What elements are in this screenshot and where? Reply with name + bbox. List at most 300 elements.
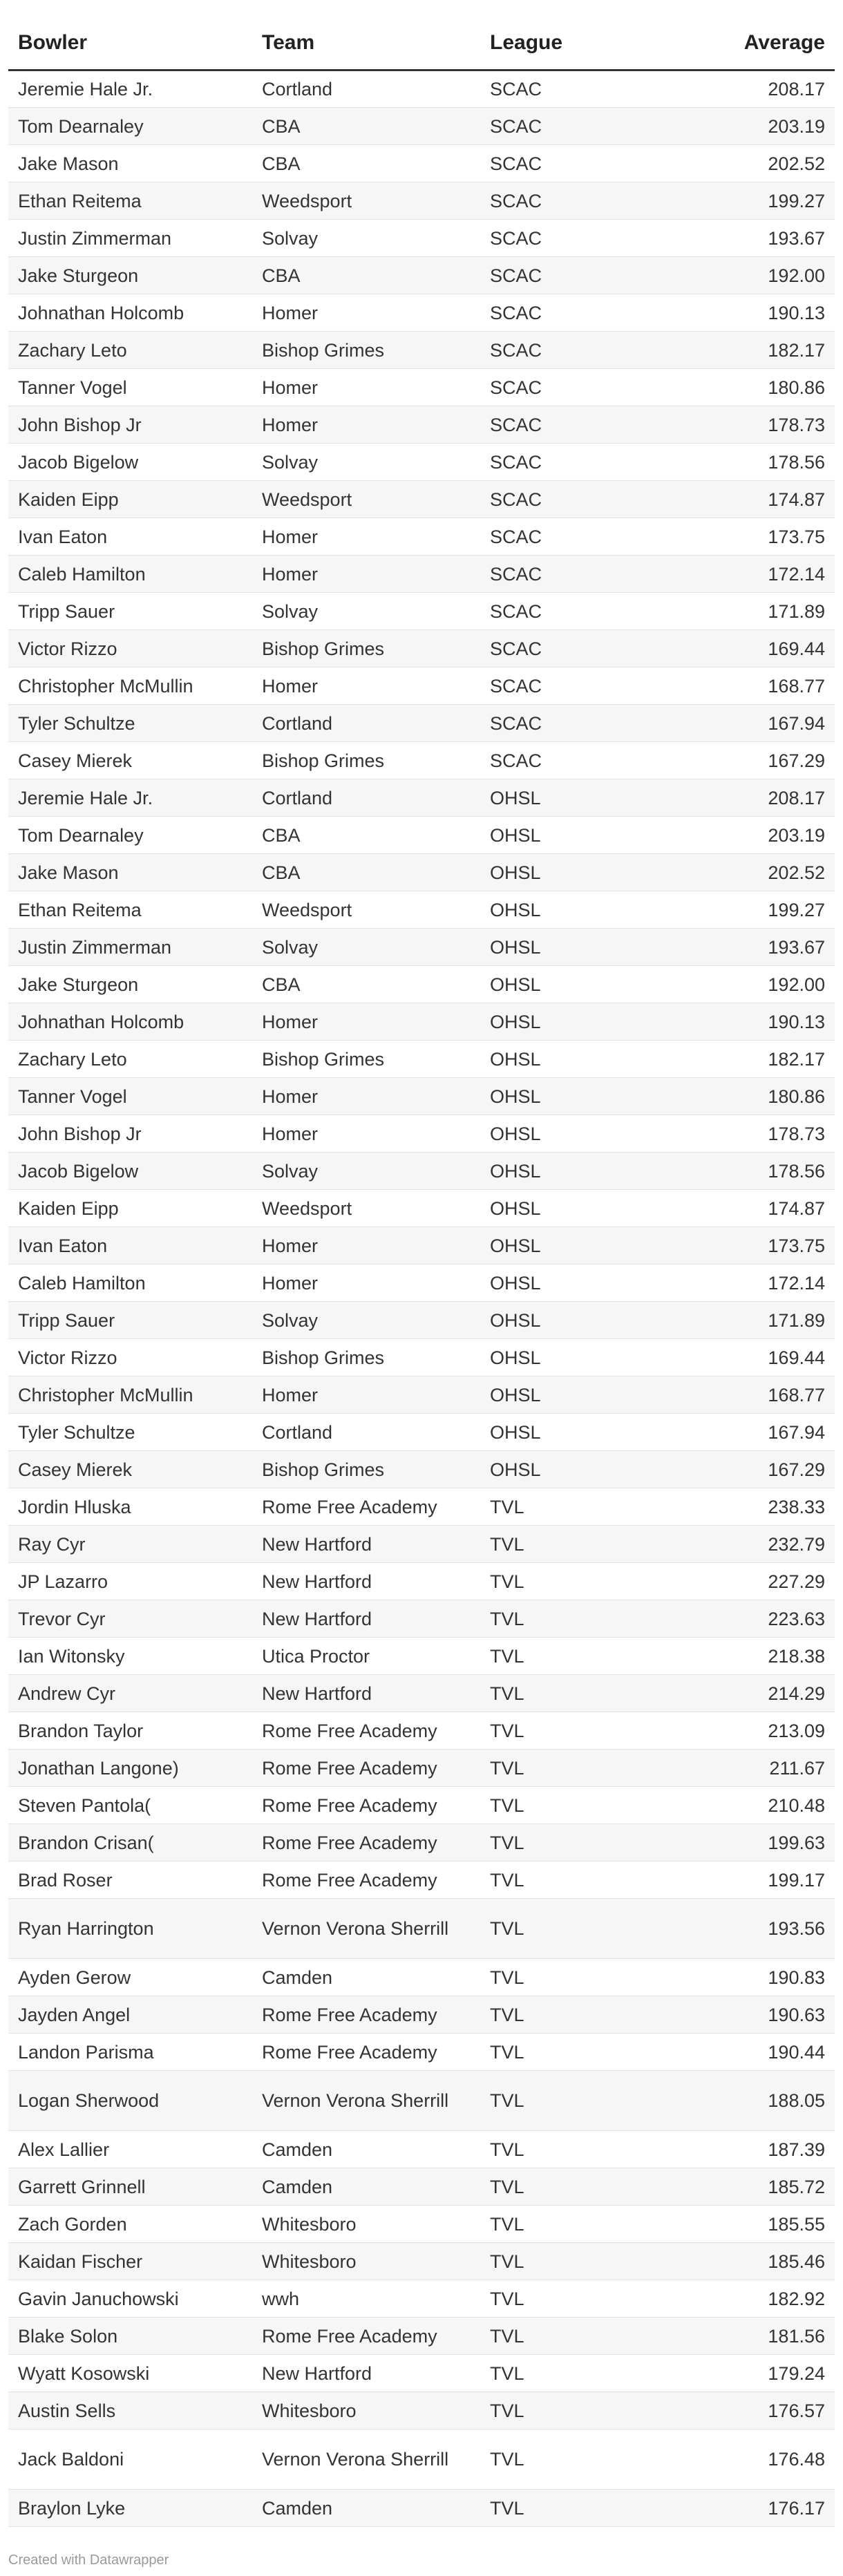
team-cell: Weedsport [252,891,480,929]
average-cell: 174.87 [697,1190,835,1227]
team-cell: Rome Free Academy [252,1787,480,1824]
bowler-cell: Blake Solon [8,2318,252,2355]
table-row [8,294,835,332]
average-cell: 238.33 [697,1488,835,1526]
bowler-cell: Trevor Cyr [8,1600,252,1638]
bowler-cell: Austin Sells [8,2392,252,2430]
column-header-league[interactable]: League [480,17,697,70]
table-row [8,817,835,854]
team-cell: Camden [252,1959,480,1996]
bowler-cell: Jordin Hluska [8,1488,252,1526]
average-cell: 190.63 [697,1996,835,2034]
average-cell: 167.29 [697,1451,835,1488]
team-cell: Cortland [252,779,480,817]
bowler-cell: Garrett Grinnell [8,2168,252,2206]
bowler-cell: Justin Zimmerman [8,929,252,966]
team-cell: CBA [252,966,480,1003]
average-cell: 213.09 [697,1712,835,1750]
team-cell: Homer [252,1227,480,1265]
league-cell: SCAC [480,406,697,444]
bowler-cell: Johnathan Holcomb [8,294,252,332]
team-cell: Homer [252,1078,480,1115]
bowler-cell: Zachary Leto [8,332,252,369]
bowler-cell: Casey Mierek [8,1451,252,1488]
team-cell: Homer [252,667,480,705]
average-cell: 193.67 [697,220,835,257]
league-cell: SCAC [480,556,697,593]
table-row [8,929,835,966]
team-cell: Homer [252,1003,480,1041]
average-cell: 173.75 [697,1227,835,1265]
team-cell: Weedsport [252,1190,480,1227]
league-cell: TVL [480,1712,697,1750]
league-cell: OHSL [480,1265,697,1302]
team-cell: Solvay [252,220,480,257]
team-cell: Vernon Verona Sherrill [252,2071,480,2131]
bowler-cell: Brandon Taylor [8,1712,252,1750]
league-cell: TVL [480,1824,697,1862]
bowler-cell: Ayden Gerow [8,1959,252,1996]
average-cell: 185.72 [697,2168,835,2206]
table-row [8,1787,835,1824]
table-row [8,2318,835,2355]
bowler-cell: Steven Pantola( [8,1787,252,1824]
bowler-cell: Zach Gorden [8,2206,252,2243]
average-cell: 203.19 [697,108,835,145]
table-row [8,1339,835,1376]
bowler-cell: Jeremie Hale Jr. [8,70,252,108]
team-cell: Whitesboro [252,2243,480,2280]
team-cell: Camden [252,2490,480,2527]
league-cell: OHSL [480,1339,697,1376]
bowler-cell: John Bishop Jr [8,406,252,444]
average-cell: 182.92 [697,2280,835,2318]
team-cell: Rome Free Academy [252,1488,480,1526]
team-cell: New Hartford [252,1675,480,1712]
table-row [8,1638,835,1675]
bowler-cell: Christopher McMullin [8,667,252,705]
average-cell: 167.94 [697,705,835,742]
bowler-cell: Alex Lallier [8,2131,252,2168]
table-row [8,742,835,779]
table-row [8,2430,835,2490]
team-cell: Vernon Verona Sherrill [252,1899,480,1959]
league-cell: TVL [480,1638,697,1675]
team-cell: Homer [252,406,480,444]
bowler-cell: Jacob Bigelow [8,444,252,481]
table-row [8,1675,835,1712]
table-row [8,1563,835,1600]
average-cell: 168.77 [697,1376,835,1414]
bowler-cell: Ray Cyr [8,1526,252,1563]
average-cell: 227.29 [697,1563,835,1600]
league-cell: TVL [480,1862,697,1899]
league-cell: SCAC [480,70,697,108]
team-cell: Solvay [252,1153,480,1190]
average-cell: 182.17 [697,1041,835,1078]
bowler-cell: Tom Dearnaley [8,817,252,854]
team-cell: Whitesboro [252,2206,480,2243]
header-row [8,17,835,70]
bowler-cell: Casey Mierek [8,742,252,779]
table-row [8,1414,835,1451]
league-cell: TVL [480,2355,697,2392]
table-row [8,257,835,294]
league-cell: SCAC [480,705,697,742]
table-row [8,1451,835,1488]
league-cell: TVL [480,1488,697,1526]
league-cell: TVL [480,1899,697,1959]
team-cell: CBA [252,145,480,182]
bowler-cell: Caleb Hamilton [8,1265,252,1302]
bowler-cell: Jacob Bigelow [8,1153,252,1190]
average-cell: 232.79 [697,1526,835,1563]
average-cell: 193.56 [697,1899,835,1959]
table-row [8,891,835,929]
table-row [8,518,835,556]
league-cell: SCAC [480,630,697,667]
bowler-cell: Ian Witonsky [8,1638,252,1675]
bowler-cell: Tom Dearnaley [8,108,252,145]
bowler-cell: Braylon Lyke [8,2490,252,2527]
table-row [8,1115,835,1153]
league-cell: TVL [480,2490,697,2527]
league-cell: TVL [480,2071,697,2131]
table-row [8,2034,835,2071]
column-header-average[interactable]: Average [697,17,835,70]
league-cell: TVL [480,2131,697,2168]
team-cell: Rome Free Academy [252,2034,480,2071]
average-cell: 190.83 [697,1959,835,1996]
table-row [8,1862,835,1899]
bowler-cell: Jeremie Hale Jr. [8,779,252,817]
team-cell: Solvay [252,593,480,630]
average-cell: 169.44 [697,630,835,667]
average-cell: 176.17 [697,2490,835,2527]
average-cell: 167.29 [697,742,835,779]
table-row [8,2206,835,2243]
bowler-cell: Jack Baldoni [8,2430,252,2490]
league-cell: TVL [480,1675,697,1712]
average-cell: 171.89 [697,1302,835,1339]
average-cell: 176.57 [697,2392,835,2430]
team-cell: Rome Free Academy [252,1750,480,1787]
average-cell: 178.73 [697,406,835,444]
average-cell: 171.89 [697,593,835,630]
league-cell: SCAC [480,108,697,145]
average-cell: 176.48 [697,2430,835,2490]
league-cell: SCAC [480,518,697,556]
league-cell: TVL [480,2430,697,2490]
average-cell: 172.14 [697,556,835,593]
average-cell: 202.52 [697,145,835,182]
table-row [8,1302,835,1339]
bowler-cell: Johnathan Holcomb [8,1003,252,1041]
table-row [8,1078,835,1115]
bowler-cell: John Bishop Jr [8,1115,252,1153]
league-cell: TVL [480,1563,697,1600]
league-cell: OHSL [480,1414,697,1451]
table-row [8,1190,835,1227]
league-cell: OHSL [480,779,697,817]
average-cell: 190.13 [697,294,835,332]
average-cell: 172.14 [697,1265,835,1302]
average-cell: 202.52 [697,854,835,891]
average-cell: 208.17 [697,779,835,817]
table-row [8,332,835,369]
league-cell: SCAC [480,481,697,518]
table-row [8,2280,835,2318]
table-row [8,2490,835,2527]
bowler-cell: Victor Rizzo [8,630,252,667]
table-row [8,1003,835,1041]
table-row [8,1153,835,1190]
league-cell: SCAC [480,220,697,257]
table-row [8,779,835,817]
table-row [8,2243,835,2280]
league-cell: TVL [480,2243,697,2280]
bowler-cell: JP Lazarro [8,1563,252,1600]
table-row [8,369,835,406]
team-cell: Homer [252,1115,480,1153]
average-cell: 179.24 [697,2355,835,2392]
table-row [8,2168,835,2206]
bowler-cell: Jake Mason [8,145,252,182]
bowler-cell: Jonathan Langone) [8,1750,252,1787]
bowler-cell: Jake Sturgeon [8,257,252,294]
bowler-cell: Ryan Harrington [8,1899,252,1959]
team-cell: Cortland [252,70,480,108]
average-cell: 178.56 [697,444,835,481]
average-cell: 214.29 [697,1675,835,1712]
league-cell: OHSL [480,1115,697,1153]
league-cell: TVL [480,1959,697,1996]
team-cell: Solvay [252,929,480,966]
team-cell: Solvay [252,1302,480,1339]
average-cell: 218.38 [697,1638,835,1675]
bowler-cell: Tripp Sauer [8,1302,252,1339]
league-cell: OHSL [480,1003,697,1041]
team-cell: Utica Proctor [252,1638,480,1675]
bowler-cell: Jake Sturgeon [8,966,252,1003]
team-cell: Rome Free Academy [252,2318,480,2355]
bowler-cell: Jake Mason [8,854,252,891]
table-row [8,556,835,593]
table-row [8,444,835,481]
league-cell: TVL [480,1750,697,1787]
team-cell: Homer [252,518,480,556]
team-cell: Whitesboro [252,2392,480,2430]
team-cell: Bishop Grimes [252,742,480,779]
team-cell: Homer [252,1265,480,1302]
bowler-cell: Kaiden Eipp [8,481,252,518]
team-cell: Homer [252,294,480,332]
table-row [8,2131,835,2168]
league-cell: SCAC [480,593,697,630]
league-cell: OHSL [480,1153,697,1190]
table-row [8,70,835,108]
team-cell: CBA [252,854,480,891]
league-cell: OHSL [480,1302,697,1339]
team-cell: CBA [252,817,480,854]
table-row [8,1265,835,1302]
team-cell: Weedsport [252,182,480,220]
average-cell: 192.00 [697,966,835,1003]
team-cell: New Hartford [252,1526,480,1563]
team-cell: Cortland [252,705,480,742]
bowler-cell: Ivan Eaton [8,1227,252,1265]
team-cell: Rome Free Academy [252,1824,480,1862]
table-row [8,1996,835,2034]
league-cell: OHSL [480,1041,697,1078]
table-row [8,2392,835,2430]
table-row [8,966,835,1003]
average-cell: 199.27 [697,182,835,220]
table-row [8,1041,835,1078]
league-cell: SCAC [480,294,697,332]
average-cell: 182.17 [697,332,835,369]
average-cell: 190.44 [697,2034,835,2071]
average-cell: 190.13 [697,1003,835,1041]
team-cell: Camden [252,2168,480,2206]
league-cell: OHSL [480,817,697,854]
league-cell: TVL [480,2318,697,2355]
table-row [8,1750,835,1787]
team-cell: Rome Free Academy [252,1862,480,1899]
bowler-cell: Kaiden Eipp [8,1190,252,1227]
league-cell: OHSL [480,929,697,966]
league-cell: TVL [480,1996,697,2034]
league-cell: TVL [480,2280,697,2318]
datawrapper-credit[interactable]: Created with Datawrapper [8,2553,169,2568]
bowler-cell: Christopher McMullin [8,1376,252,1414]
average-cell: 187.39 [697,2131,835,2168]
league-cell: OHSL [480,854,697,891]
bowler-cell: Andrew Cyr [8,1675,252,1712]
team-cell: New Hartford [252,2355,480,2392]
table-row [8,593,835,630]
team-cell: CBA [252,108,480,145]
average-cell: 178.73 [697,1115,835,1153]
league-cell: OHSL [480,966,697,1003]
table-row [8,182,835,220]
bowler-cell: Ethan Reitema [8,891,252,929]
league-cell: SCAC [480,145,697,182]
league-cell: SCAC [480,369,697,406]
average-cell: 181.56 [697,2318,835,2355]
team-cell: Bishop Grimes [252,1041,480,1078]
bowler-cell: Tyler Schultze [8,1414,252,1451]
bowler-cell: Victor Rizzo [8,1339,252,1376]
bowler-cell: Ethan Reitema [8,182,252,220]
average-cell: 193.67 [697,929,835,966]
average-cell: 167.94 [697,1414,835,1451]
league-cell: TVL [480,2034,697,2071]
league-cell: TVL [480,2392,697,2430]
team-cell: Rome Free Academy [252,1712,480,1750]
bowler-cell: Tanner Vogel [8,1078,252,1115]
bowlers-table [8,17,835,2527]
table-row [8,108,835,145]
team-cell: Weedsport [252,481,480,518]
average-cell: 169.44 [697,1339,835,1376]
bowler-cell: Brad Roser [8,1862,252,1899]
league-cell: SCAC [480,742,697,779]
average-cell: 174.87 [697,481,835,518]
average-cell: 199.63 [697,1824,835,1862]
table-row [8,854,835,891]
bowler-cell: Caleb Hamilton [8,556,252,593]
table-row [8,1376,835,1414]
column-header-bowler[interactable]: Bowler [8,17,252,70]
team-cell: Homer [252,1376,480,1414]
average-cell: 173.75 [697,518,835,556]
team-cell: Homer [252,369,480,406]
league-cell: SCAC [480,257,697,294]
bowler-cell: Tanner Vogel [8,369,252,406]
table-row [8,220,835,257]
table-row [8,2071,835,2131]
team-cell: CBA [252,257,480,294]
table-row [8,1824,835,1862]
team-cell: wwh [252,2280,480,2318]
team-cell: Bishop Grimes [252,1339,480,1376]
table-row [8,1959,835,1996]
table-row [8,2355,835,2392]
team-cell: Homer [252,556,480,593]
league-cell: SCAC [480,182,697,220]
team-cell: Bishop Grimes [252,1451,480,1488]
league-cell: OHSL [480,1227,697,1265]
bowler-cell: Brandon Crisan( [8,1824,252,1862]
table-row [8,1526,835,1563]
league-cell: SCAC [480,332,697,369]
bowler-cell: Ivan Eaton [8,518,252,556]
bowler-cell: Tripp Sauer [8,593,252,630]
average-cell: 168.77 [697,667,835,705]
team-cell: Camden [252,2131,480,2168]
bowler-cell: Zachary Leto [8,1041,252,1078]
team-cell: Vernon Verona Sherrill [252,2430,480,2490]
average-cell: 199.17 [697,1862,835,1899]
table-row [8,406,835,444]
bowler-cell: Tyler Schultze [8,705,252,742]
average-cell: 208.17 [697,70,835,108]
average-cell: 178.56 [697,1153,835,1190]
table-body [8,70,835,2527]
bowler-cell: Justin Zimmerman [8,220,252,257]
average-cell: 188.05 [697,2071,835,2131]
column-header-team[interactable]: Team [252,17,480,70]
league-cell: OHSL [480,891,697,929]
bowler-cell: Gavin Januchowski [8,2280,252,2318]
average-cell: 185.55 [697,2206,835,2243]
table-row [8,1899,835,1959]
average-cell: 210.48 [697,1787,835,1824]
league-cell: OHSL [480,1451,697,1488]
league-cell: SCAC [480,667,697,705]
team-cell: Bishop Grimes [252,630,480,667]
league-cell: SCAC [480,444,697,481]
league-cell: TVL [480,1526,697,1563]
table-row [8,1712,835,1750]
table-row [8,1488,835,1526]
table-row [8,705,835,742]
team-cell: Solvay [252,444,480,481]
league-cell: TVL [480,1600,697,1638]
average-cell: 199.27 [697,891,835,929]
bowler-cell: Landon Parisma [8,2034,252,2071]
